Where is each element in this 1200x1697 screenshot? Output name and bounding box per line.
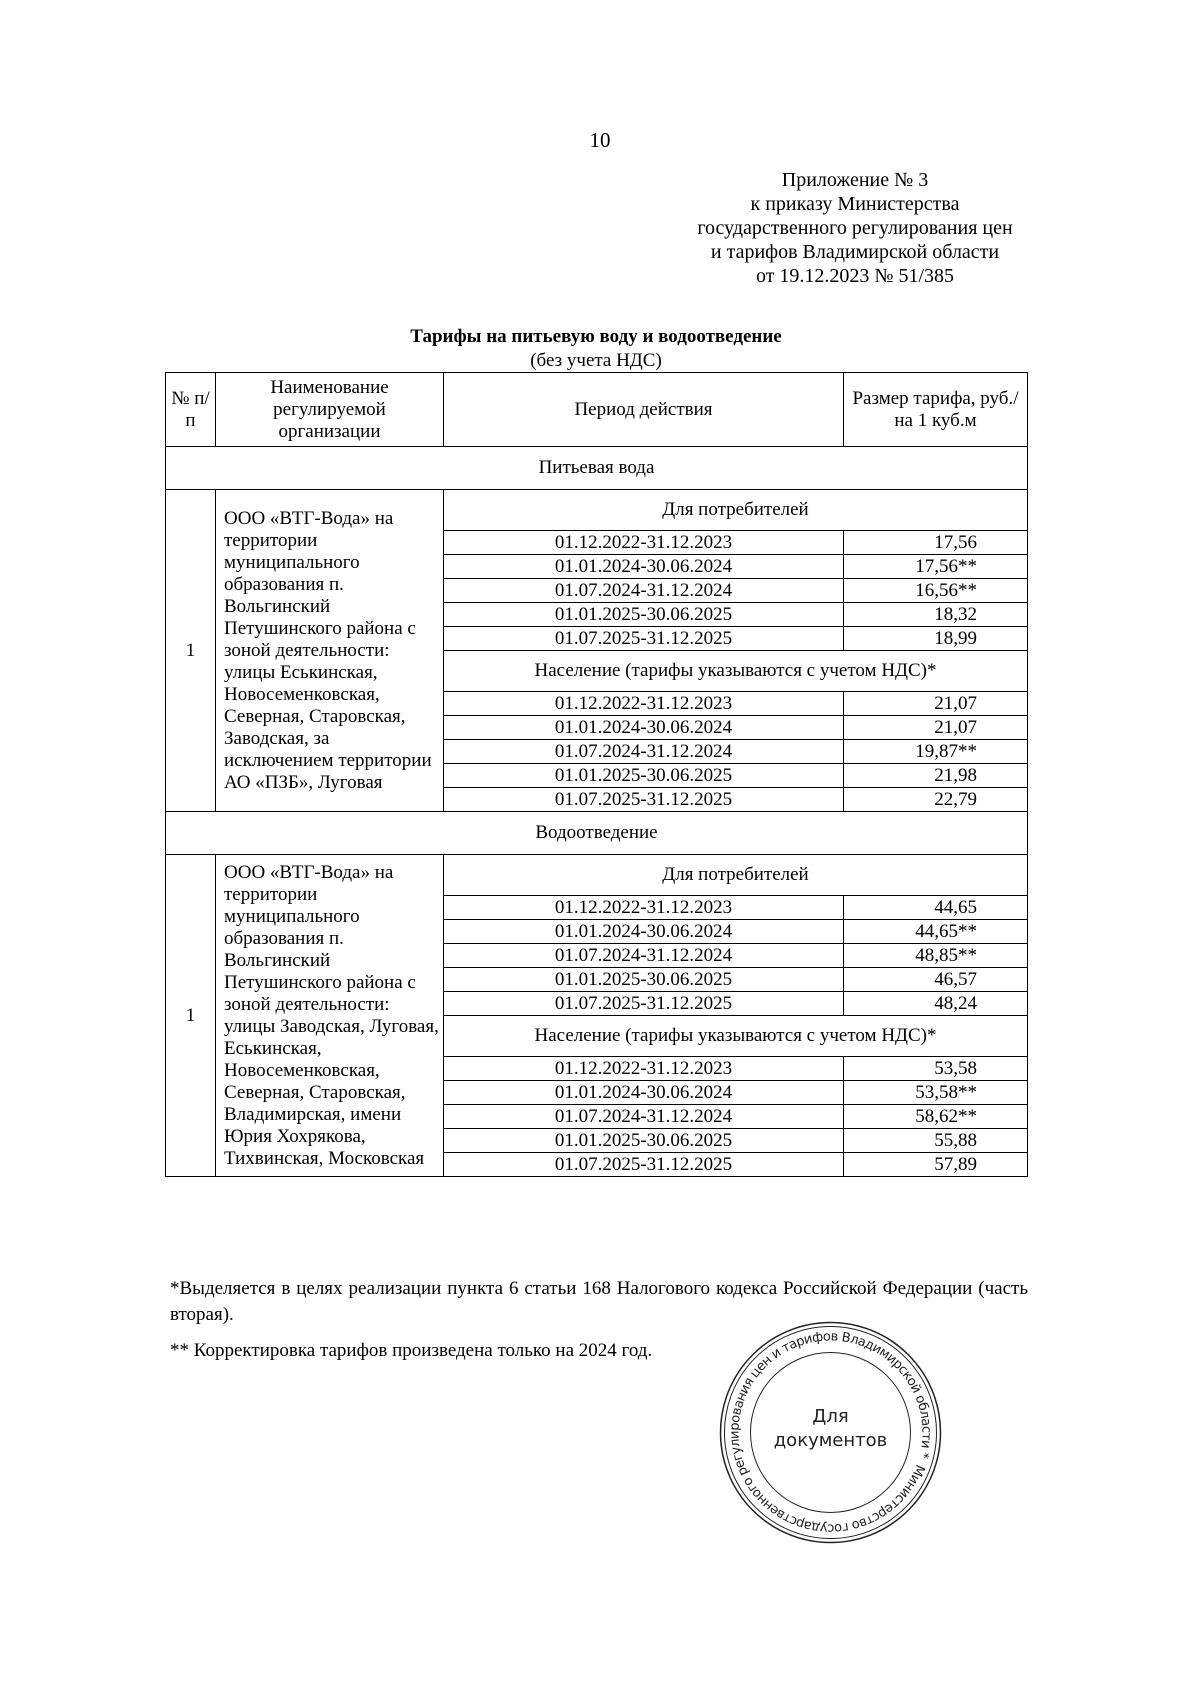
svg-text:Министерство государственного: Министерство государственного регулирования цен и тарифов Владимирской области * xyxy=(727,1329,934,1536)
tariff-cell: 53,58 xyxy=(844,1057,1028,1081)
appendix-header xyxy=(640,168,1070,288)
section-title: Питьевая вода xyxy=(166,447,1028,490)
group-label: Население (тарифы указываются с учетом НДС)* xyxy=(444,651,1028,692)
period-cell: 01.01.2025-30.06.2025 xyxy=(444,603,844,627)
period-cell: 01.07.2025-31.12.2025 xyxy=(444,627,844,651)
tariff-cell: 19,87** xyxy=(844,740,1028,764)
period-cell: 01.01.2024-30.06.2024 xyxy=(444,1081,844,1105)
appendix-line: Приложение № 3 xyxy=(781,169,929,191)
page-number: 10 xyxy=(589,128,611,152)
period-cell: 01.01.2025-30.06.2025 xyxy=(444,1129,844,1153)
period-cell: 01.01.2025-30.06.2025 xyxy=(444,968,844,992)
organization-name: ООО «ВТГ-Вода» на территории муниципального образования п. Вольгинский Петушинского района с зоной деятельности: улицы Заводская, Луговая, Еськинская, Новосеменковская, Северная, Старовская, Владимирская, имени Юрия Хохрякова, Тихвинская, Московская xyxy=(216,855,444,1177)
header-period: Период действия xyxy=(444,373,844,447)
tariff-cell: 17,56** xyxy=(844,555,1028,579)
footnote-correction: ** Корректировка тарифов произведена только на 2024 год. xyxy=(170,1340,653,1361)
group-row xyxy=(166,855,1028,896)
tariff-cell: 44,65 xyxy=(844,896,1028,920)
organization-name: ООО «ВТГ-Вода» на территории муниципального образования п. Вольгинский Петушинского района с зоной деятельности: улицы Еськинская, Новосеменковская, Северная, Старовская, Заводская, за исключением территории АО «ПЗБ», Луговая xyxy=(216,490,444,812)
period-cell: 01.12.2022-31.12.2023 xyxy=(444,531,844,555)
footnote-vat: *Выделяется в целях реализации пункта 6 статьи 168 Налогового кодекса Российской Федерации (часть вторая). xyxy=(170,1278,1028,1325)
period-cell: 01.07.2024-31.12.2024 xyxy=(444,944,844,968)
period-cell: 01.07.2025-31.12.2025 xyxy=(444,788,844,812)
svg-text:документов: документов xyxy=(773,1430,888,1451)
row-number: 1 xyxy=(166,490,216,812)
appendix-line: государственного регулирования цен xyxy=(697,217,1013,239)
group-label: Для потребителей xyxy=(444,490,1028,531)
tariff-cell: 21,98 xyxy=(844,764,1028,788)
group-label: Население (тарифы указываются с учетом НДС)* xyxy=(444,1016,1028,1057)
tariff-cell: 16,56** xyxy=(844,579,1028,603)
period-cell: 01.07.2024-31.12.2024 xyxy=(444,740,844,764)
tariff-cell: 55,88 xyxy=(844,1129,1028,1153)
tariff-table xyxy=(165,372,1028,1177)
period-cell: 01.01.2024-30.06.2024 xyxy=(444,716,844,740)
period-cell: 01.07.2024-31.12.2024 xyxy=(444,1105,844,1129)
tariff-cell: 57,89 xyxy=(844,1153,1028,1177)
tariff-cell: 44,65** xyxy=(844,920,1028,944)
tariff-cell: 53,58** xyxy=(844,1081,1028,1105)
section-row xyxy=(166,447,1028,490)
document-subtitle: (без учета НДС) xyxy=(530,350,662,371)
period-cell: 01.07.2025-31.12.2025 xyxy=(444,1153,844,1177)
header-tariff: Размер тарифа, руб./на 1 куб.м xyxy=(844,373,1028,447)
table-header-row xyxy=(166,373,1028,447)
section-title: Водоотведение xyxy=(166,812,1028,855)
period-cell: 01.12.2022-31.12.2023 xyxy=(444,692,844,716)
appendix-line: и тарифов Владимирской области xyxy=(710,241,1000,263)
document-title: Тарифы на питьевую воду и водоотведение xyxy=(410,326,782,347)
appendix-line: к приказу Министерства xyxy=(750,193,960,215)
tariff-cell: 21,07 xyxy=(844,716,1028,740)
section-row xyxy=(166,812,1028,855)
period-cell: 01.01.2024-30.06.2024 xyxy=(444,920,844,944)
period-cell: 01.07.2025-31.12.2025 xyxy=(444,992,844,1016)
period-cell: 01.01.2025-30.06.2025 xyxy=(444,764,844,788)
period-cell: 01.12.2022-31.12.2023 xyxy=(444,1057,844,1081)
period-cell: 01.01.2024-30.06.2024 xyxy=(444,555,844,579)
tariff-cell: 17,56 xyxy=(844,531,1028,555)
header-org: Наименование регулируемой организации xyxy=(216,373,444,447)
tariff-cell: 46,57 xyxy=(844,968,1028,992)
tariff-cell: 48,85** xyxy=(844,944,1028,968)
header-num: № п/п xyxy=(166,373,216,447)
tariff-cell: 48,24 xyxy=(844,992,1028,1016)
tariff-cell: 21,07 xyxy=(844,692,1028,716)
official-stamp xyxy=(718,1320,943,1545)
tariff-cell: 22,79 xyxy=(844,788,1028,812)
group-row xyxy=(166,490,1028,531)
appendix-line: от 19.12.2023 № 51/385 xyxy=(755,265,955,287)
tariff-cell: 58,62** xyxy=(844,1105,1028,1129)
svg-text:Для: Для xyxy=(812,1406,849,1427)
row-number: 1 xyxy=(166,855,216,1177)
period-cell: 01.12.2022-31.12.2023 xyxy=(444,896,844,920)
group-label: Для потребителей xyxy=(444,855,1028,896)
period-cell: 01.07.2024-31.12.2024 xyxy=(444,579,844,603)
tariff-cell: 18,32 xyxy=(844,603,1028,627)
tariff-cell: 18,99 xyxy=(844,627,1028,651)
